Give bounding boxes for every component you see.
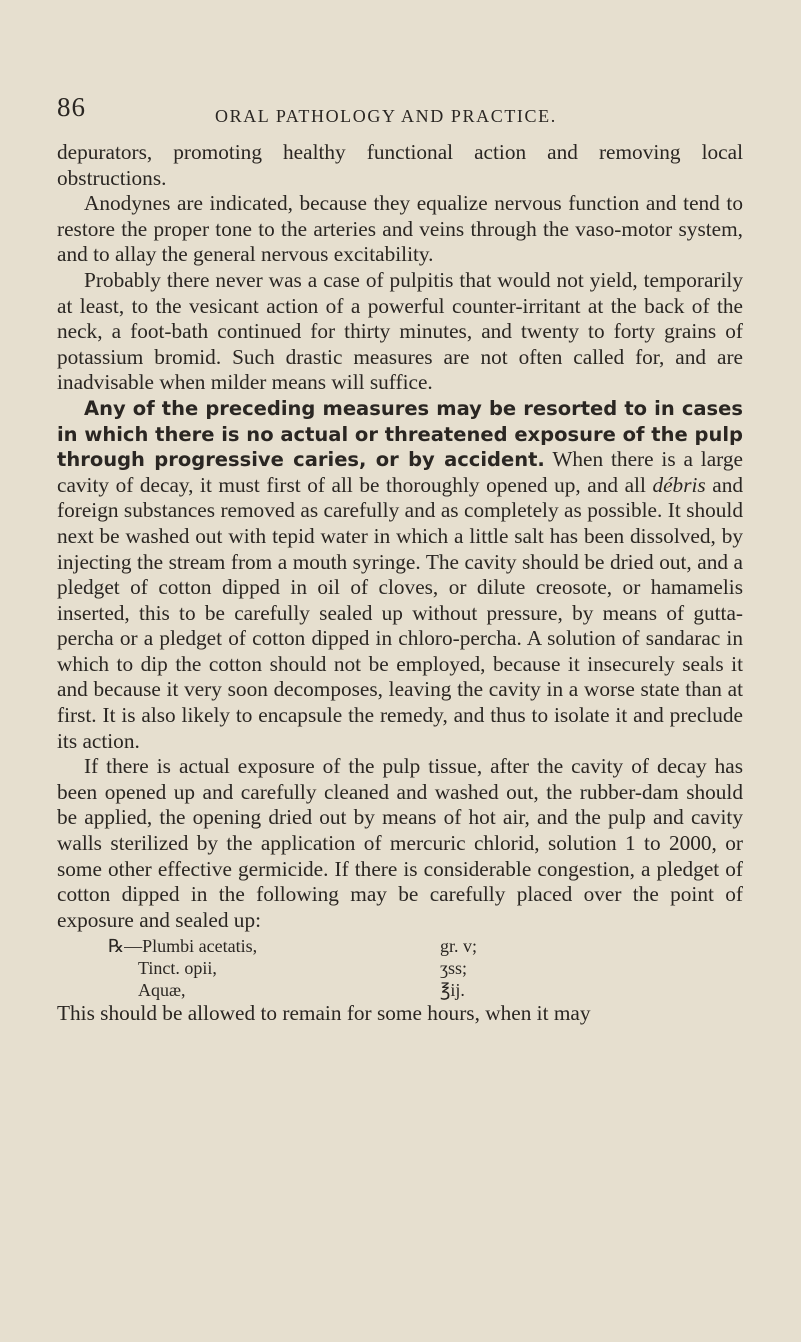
prescription xyxy=(57,935,743,1001)
prescription-dose: ʒss; xyxy=(440,958,467,979)
prescription-dose: gr. v; xyxy=(440,936,478,957)
prescription-ingredient: ℞—Plumbi acetatis, xyxy=(108,936,258,957)
italic-term: débris xyxy=(652,472,706,497)
paragraph-3: Probably there never was a case of pulpitis that would not yield, temporarily at least, to the vesicant action of a powerful counter-irritant at the back of the neck, a foot-bath continued for thirty minutes, and twenty to forty grains of potassium bromid. Such drastic measures are not often called for, and are inadvisable when milder means will suffice. xyxy=(57,267,743,395)
prescription-row xyxy=(57,935,743,957)
paragraph-4-text-b: and foreign substances removed as carefully and as completely as possible. It should next be washed out with tepid water in which a little salt has been dissolved, by injecting the stream from a mouth syringe. The cavity should be dried out, and a pledget of cotton dipped in oil of cloves, or dilute creosote, or hamamelis inserted, this to be carefully sealed up without pressure, by means of gutta-percha or a pledget of cotton dipped in chloro-percha. A solution of sandarac in which to dip the cotton should not be employed, because it insecurely seals it and because it very soon decomposes, leaving the cavity in a worse state than at first. It is also likely to encapsule the remedy, and thus to isolate it and preclude its action. xyxy=(57,472,744,753)
paragraph-2: Anodynes are indicated, because they equalize nervous function and tend to restore the proper tone to the arteries and veins through the vaso-motor system, and to allay the general nervous excitability. xyxy=(57,191,743,267)
paragraph-4-text-a: When there is a large cavity of decay, it must first of all be thoroughly opened up, and all xyxy=(57,447,743,497)
paragraph-6: This should be allowed to remain for some hours, when it may xyxy=(57,1001,591,1026)
bold-lead-sentence: Any of the preceding measures may be resorted to in cases in which there is no actual or threatened exposure of the pulp through progressive caries, or by accident. xyxy=(57,396,743,472)
prescription-row xyxy=(57,957,743,979)
prescription-dose: ℥ij. xyxy=(440,980,465,1001)
paragraph-4 xyxy=(57,396,743,754)
body-text xyxy=(57,140,743,1027)
page-header xyxy=(57,92,737,132)
running-head: ORAL PATHOLOGY AND PRACTICE. xyxy=(215,106,557,126)
page-number: 86 xyxy=(57,92,86,122)
prescription-ingredient: Tinct. opii, xyxy=(138,958,217,979)
paragraph-5: If there is actual exposure of the pulp tissue, after the cavity of decay has been opened up and carefully cleaned and washed out, the rubber-dam should be applied, the opening dried out by means of hot air, and the pulp and cavity walls sterilized by the application of mercuric chlorid, solution 1 to 2000, or some other effective germicide. If there is considerable congestion, a pledget of cotton dipped in the following may be carefully placed over the point of exposure and sealed up: xyxy=(57,754,743,932)
prescription-ingredient: Aquæ, xyxy=(138,980,186,1001)
paragraph-1: depurators, promoting healthy functional action and removing local obstructions. xyxy=(57,140,743,190)
prescription-row xyxy=(57,979,743,1001)
